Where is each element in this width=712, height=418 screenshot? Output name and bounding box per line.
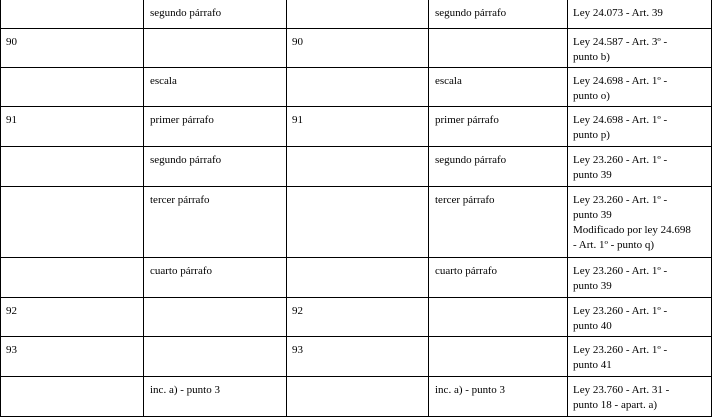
table-row: [1, 298, 712, 337]
reference-line: Ley 23.260 - Art. 1º -: [573, 344, 668, 356]
table-cell-col-3: [287, 377, 429, 417]
table-cell-col-1: 90: [1, 29, 144, 68]
table-cell-col-5: [568, 68, 712, 107]
table-cell-col-3: 90: [287, 29, 429, 68]
table-cell-col-4: [429, 29, 568, 68]
table-cell-col-4: segundo párrafo: [429, 0, 568, 29]
table-cell-col-5: [568, 377, 712, 417]
table-cell-col-5: [568, 337, 712, 377]
table-cell-col-1: [1, 68, 144, 107]
table-cell-col-2: inc. a) - punto 3: [144, 377, 287, 417]
table-cell-col-4: inc. a) - punto 3: [429, 377, 568, 417]
reference-line: punto 39: [573, 209, 612, 221]
reference-line: Ley 24.587 - Art. 3º -: [573, 36, 668, 48]
table-cell-col-1: 91: [1, 107, 144, 147]
table-cell-col-2: [144, 29, 287, 68]
reference-line: Ley 23.760 - Art. 31 -: [573, 384, 670, 396]
table-cell-col-2: [144, 337, 287, 377]
table-cell-col-4: primer párrafo: [429, 107, 568, 147]
table-cell-col-5: [568, 187, 712, 258]
reference-line: Ley 23.260 - Art. 1º -: [573, 154, 668, 166]
reference-line: Ley 23.260 - Art. 1º -: [573, 305, 668, 317]
table-cell-col-4: [429, 298, 568, 337]
table-cell-col-1: [1, 147, 144, 187]
table-row: [1, 29, 712, 68]
reference-line: punto 40: [573, 320, 612, 332]
table-cell-col-4: tercer párrafo: [429, 187, 568, 258]
table-cell-col-3: 92: [287, 298, 429, 337]
reference-line: punto 39: [573, 280, 612, 292]
table-row: [1, 337, 712, 377]
table-cell-col-2: primer párrafo: [144, 107, 287, 147]
table-cell-col-2: [144, 298, 287, 337]
table-row: [1, 107, 712, 147]
table-cell-col-2: tercer párrafo: [144, 187, 287, 258]
table-cell-col-3: [287, 0, 429, 29]
table-cell-col-2: segundo párrafo: [144, 0, 287, 29]
table-cell-col-1: [1, 187, 144, 258]
reference-line: punto 41: [573, 359, 612, 371]
table-cell-col-5: [568, 0, 712, 29]
table-row: [1, 187, 712, 258]
table-cell-col-1: [1, 377, 144, 417]
table-cell-col-5: [568, 258, 712, 298]
table-row: [1, 68, 712, 107]
table-cell-col-4: cuarto párrafo: [429, 258, 568, 298]
table-cell-col-1: 92: [1, 298, 144, 337]
table-cell-col-3: 91: [287, 107, 429, 147]
reference-line: Modificado por ley 24.698: [573, 224, 691, 236]
table-row: [1, 258, 712, 298]
table-cell-col-2: cuarto párrafo: [144, 258, 287, 298]
table-cell-col-3: [287, 258, 429, 298]
table-cell-col-3: [287, 187, 429, 258]
table-cell-col-1: 93: [1, 337, 144, 377]
reference-line: punto 18 - apart. a): [573, 399, 657, 411]
table-row: [1, 377, 712, 417]
table-row: [1, 0, 712, 29]
table-cell-col-4: [429, 337, 568, 377]
table-cell-col-4: escala: [429, 68, 568, 107]
reference-line: Ley 24.698 - Art. 1º -: [573, 75, 668, 87]
table-cell-col-2: escala: [144, 68, 287, 107]
table-row: [1, 147, 712, 187]
table-cell-col-3: 93: [287, 337, 429, 377]
reference-line: punto b): [573, 51, 610, 63]
reference-line: Ley 24.073 - Art. 39: [573, 7, 663, 19]
reference-line: Ley 24.698 - Art. 1º -: [573, 114, 668, 126]
table-cell-col-5: [568, 298, 712, 337]
table-cell-col-5: [568, 107, 712, 147]
table-cell-col-1: [1, 258, 144, 298]
table-cell-col-5: [568, 147, 712, 187]
table-cell-col-3: [287, 68, 429, 107]
table-cell-col-2: segundo párrafo: [144, 147, 287, 187]
table-cell-col-3: [287, 147, 429, 187]
table-cell-col-5: [568, 29, 712, 68]
reference-line: - Art. 1º - punto q): [573, 239, 655, 251]
reference-line: punto o): [573, 90, 610, 102]
reference-line: punto p): [573, 129, 610, 141]
reference-line: punto 39: [573, 169, 612, 181]
reference-line: Ley 23.260 - Art. 1º -: [573, 194, 668, 206]
table-cell-col-4: segundo párrafo: [429, 147, 568, 187]
table-body: [1, 0, 712, 417]
reference-line: Ley 23.260 - Art. 1º -: [573, 265, 668, 277]
table-cell-col-1: [1, 0, 144, 29]
